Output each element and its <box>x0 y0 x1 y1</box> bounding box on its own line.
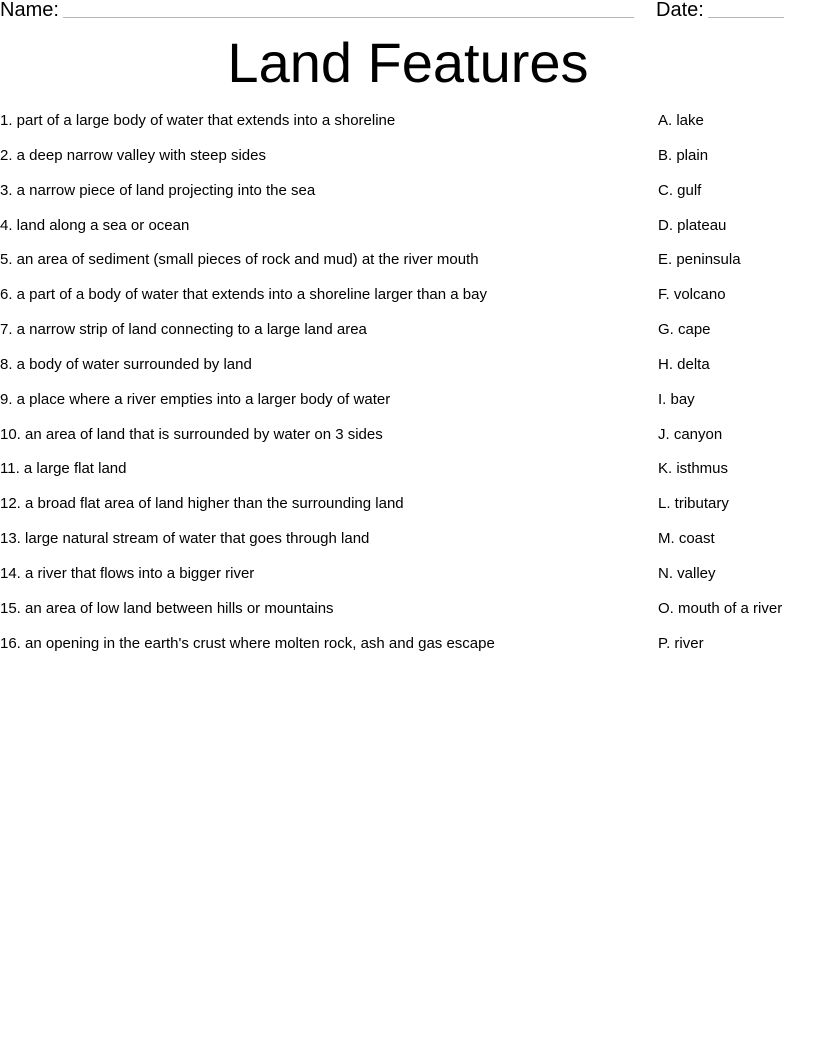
clue-text: 5. an area of sediment (small pieces of rock and mud) at the river mouth <box>0 251 479 269</box>
clue-text: 2. a deep narrow valley with steep sides <box>0 146 266 164</box>
clue-text: 12. a broad flat area of land higher than the surrounding land <box>0 495 404 513</box>
matching-row <box>0 390 816 425</box>
matching-row <box>0 599 816 634</box>
matching-row <box>0 529 816 564</box>
answer-option: K. isthmus <box>658 460 729 478</box>
answer-option: B. plain <box>658 146 709 164</box>
clue-text: 7. a narrow strip of land connecting to a large land area <box>0 321 367 339</box>
clue-text: 3. a narrow piece of land projecting into the sea <box>0 181 316 199</box>
answer-option: F. volcano <box>658 286 726 304</box>
answer-option: G. cape <box>658 321 711 339</box>
matching-row <box>0 111 816 146</box>
answer-option: A. lake <box>658 112 704 129</box>
answer-option: D. plateau <box>658 216 727 234</box>
answer-option: C. gulf <box>658 181 702 199</box>
clue-text: 6. a part of a body of water that extends into a shoreline larger than a bay <box>0 286 487 304</box>
matching-row <box>0 285 816 320</box>
clue-text: 16. an opening in the earth's crust where molten rock, ash and gas escape <box>0 634 495 652</box>
clue-text: 13. large natural stream of water that goes through land <box>0 530 370 548</box>
matching-row <box>0 634 816 669</box>
answer-option: H. delta <box>658 355 710 373</box>
matching-row <box>0 564 816 599</box>
answer-option: L. tributary <box>658 495 729 513</box>
answer-option: I. bay <box>658 390 695 408</box>
clue-text: 11. a large flat land <box>0 460 127 478</box>
matching-row <box>0 146 816 181</box>
matching-row <box>0 320 816 355</box>
matching-row <box>0 494 816 529</box>
clue-text: 10. an area of land that is surrounded by water on 3 sides <box>0 425 383 443</box>
answer-option: M. coast <box>658 530 715 548</box>
clue-text: 1. part of a large body of water that extends into a shoreline <box>0 112 396 129</box>
date-blank-line <box>708 17 784 18</box>
clue-text: 14. a river that flows into a bigger river <box>0 564 255 582</box>
matching-list <box>0 111 816 669</box>
worksheet-header <box>0 0 816 28</box>
answer-option: E. peninsula <box>658 251 741 269</box>
matching-row <box>0 459 816 494</box>
matching-row <box>0 355 816 390</box>
answer-option: O. mouth of a river <box>658 599 783 617</box>
matching-row <box>0 216 816 251</box>
answer-option: P. river <box>658 634 704 652</box>
clue-text: 4. land along a sea or ocean <box>0 216 190 234</box>
worksheet-title: Land Features <box>227 31 589 94</box>
clue-text: 15. an area of low land between hills or mountains <box>0 599 334 617</box>
matching-row <box>0 425 816 460</box>
matching-row <box>0 250 816 285</box>
clue-text: 8. a body of water surrounded by land <box>0 355 252 373</box>
name-blank-line <box>63 17 634 18</box>
date-label: Date: <box>656 0 704 21</box>
answer-option: N. valley <box>658 564 716 582</box>
clue-text: 9. a place where a river empties into a larger body of water <box>0 390 391 408</box>
name-label: Name: <box>0 0 59 21</box>
answer-option: J. canyon <box>658 425 723 443</box>
matching-row <box>0 181 816 216</box>
